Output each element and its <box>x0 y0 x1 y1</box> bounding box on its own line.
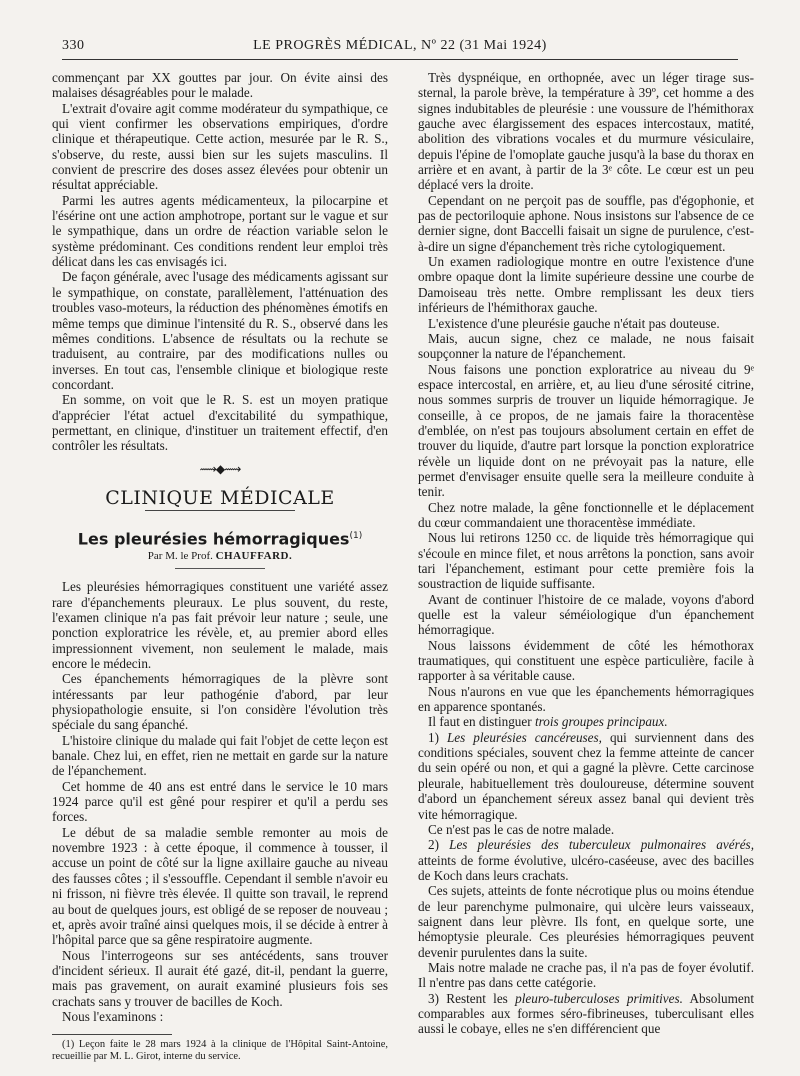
group-number: 3) <box>428 990 447 1006</box>
paragraph: Cet homme de 40 ans est entré dans le service le 10 mars 1924 parce qu'il est gêné pour respirer et qu'il a perdu ses forces. <box>52 778 388 825</box>
text: Absolument comparables aux formes séro-fibrineuses, tuberculisant elles aussi le cobaye, elles ne s'en différencient que <box>418 990 754 1037</box>
emphasis: trois groupes principaux. <box>534 714 668 730</box>
group-1 <box>418 730 754 822</box>
author-name: CHAUFFARD. <box>215 549 293 562</box>
header-rule <box>62 59 738 60</box>
paragraph: Avant de continuer l'histoire de ce malade, voyons d'abord quelle est la valeur séméiologique d'un épanchement hémorragique. <box>418 591 754 638</box>
paragraph: Nous l'examinons : <box>62 1008 164 1024</box>
paragraph: Les pleurésies hémorragiques constituent une variété assez rare d'épanchements pleuraux. Le plus souvent, du reste, l'examen clinique n'a pas fait prévoir leur nature ; seule, une ponction exploratrice les révèle, et, au premier abord elles impressionnent vivement, non seulement le malade, mais encore le médecin. <box>52 579 388 672</box>
paragraph: Cependant on ne perçoit pas de souffle, pas d'égophonie, et pas de pectoriloquie aphone. Nous insistons sur l'absence de ce dernier signe, dont Baccelli faisait un signe de purulence, c'est-à-dire un signe d'épanchement très riche cytologiquement. <box>418 192 754 254</box>
footnote-rule <box>52 1034 172 1035</box>
paragraph: L'existence d'une pleurésie gauche n'était pas douteuse. <box>428 315 720 331</box>
paragraph: Chez notre malade, la gêne fonctionnelle et le déplacement du cœur commandaient une thoracentèse immédiate. <box>418 499 754 530</box>
paragraph: Nous lui retirons 1250 cc. de liquide très hémorragique qui s'écoule en mince filet, et nous arrêtons la ponction, sans avoir tari l'épanchement, estimant pour cette première fois la soustraction de liquide suffisante. <box>418 530 754 592</box>
paragraph: Très dyspnéique, en orthopnée, avec un léger tirage sus-sternal, la parole brève, la température à 39º, cet homme a des signes indubitables de pleurésie : une voussure de l'hémithorax gauche avec élargissement des espaces intercostaux, matité, abolition des vibrations vocales et du murmure vésiculaire, depuis l'épine de l'omoplate gauche jusqu'à la base du thorax en arrière et en avant, à partir de la 3ᵉ côte. Le cœur est un peu déplacé vers la droite. <box>418 70 754 193</box>
paragraph: Ce n'est pas le cas de notre malade. <box>428 821 615 837</box>
byline-rule <box>175 568 265 569</box>
paragraph: Mais, aucun signe, chez ce malade, ne nous faisait soupçonner la nature de l'épanchement. <box>418 330 754 362</box>
section-heading: CLINIQUE MÉDICALE <box>105 486 335 509</box>
group-number: 1) <box>428 729 447 745</box>
paragraph: Le début de sa maladie semble remonter au mois de novembre 1923 : à cette époque, il commence à tousser, il accuse un point de côté sur la ligne axillaire gauche au niveau des fausses côtes ; il s'essouffle. Cependant il semble n'avoir eu ni frisson, ni fièvre très élevée. Il quitte son travail, le reprend au bout de quelques jours, est obligé de se reposer de nouveau ; et, après avoir traîné ainsi quelques mois, il se décide à entrer à l'hôpital parce que sa gêne respiratoire augmente. <box>52 824 388 948</box>
right-column <box>418 70 754 1037</box>
group-title: pleuro-tuberculoses primitives. <box>515 990 683 1006</box>
running-title: LE PROGRÈS MÉDICAL, Nº 22 (31 Mai 1924) <box>253 38 547 53</box>
paragraph: Ces sujets, atteints de fonte nécrotique plus ou moins étendue de leur parenchyme pulmonaire, qui ulcère leurs vaisseaux, saignent dans leur plèvre. Ils font, en quelque sorte, une hémoptysie pleurale. Ces pleurésies hémorragiques peuvent devenir purulentes dans la suite. <box>418 883 754 960</box>
paragraph: Mais notre malade ne crache pas, il n'a pas de foyer évolutif. Il n'entre pas dans cette catégorie. <box>418 959 754 991</box>
text: qui surviennent dans des conditions spéciales, souvent chez la femme atteinte de cancer du sein opéré ou non, et qui a gagné la plèvre. Cette carcinose pleurale, habituellement très douloureuse, détermine souvent d'abord un épanchement séreux assez banal qui devient très vite hémorragique. <box>418 729 754 822</box>
paragraph: L'histoire clinique du malade qui fait l'objet de cette leçon est banale. Chez lui, en effet, rien ne mettait en garde sur la nature de l'épanchement. <box>52 732 388 779</box>
section-heading-rule <box>145 510 295 511</box>
paragraph: Nous l'interrogeons sur ses antécédents, sans trouver d'incident sérieux. Il aurait été gazé, dit-il, pendant la guerre, mais pas gravement, on aurait examiné plusieurs fois ses crachats sans y trouver de bacilles de Koch. <box>52 947 388 1009</box>
paragraph: Nous faisons une ponction exploratrice au niveau du 9ᵉ espace intercostal, en arrière, et, au lieu d'une sérosité citrine, nous sommes surpris de trouver un liquide hémorragique. Je conseille, à ce propos, de ne jamais faire la thoracentèse d'emblée, on n'est pas toujours absolument certain en effet de trouver du liquide, d'autre part lorsque la ponction exploratrice révèle un liquide dont on ne prévoyait pas la nature, elle permet d'envisager ensuite quelle sera la meilleure conduite à tenir. <box>418 361 754 500</box>
article-title-text: Les pleurésies hémorragiques <box>77 529 350 549</box>
group-2 <box>418 837 754 883</box>
text: Restent les <box>446 990 516 1006</box>
group-title: Les pleurésies cancéreuses, <box>446 729 602 745</box>
paragraph: Nous laissons évidemment de côté les hémothorax traumatiques, qui constituent une espèce particulière, facile à rapporter à sa véritable cause. <box>418 637 754 684</box>
paragraph: De façon générale, avec l'usage des médicaments agissant sur le sympathique, on constate, parallèlement, l'atténuation des troubles vaso-moteurs, la réduction des phénomènes émotifs en même temps que diminue l'intensité du R. S., observé dans les mêmes conditions. L'absence de résultats ou la rechute se traduisent, au contraire, par des modifications nulles ou inverses. En tout cas, l'ensemble clinique et biologique reste concordant. <box>52 269 388 392</box>
paragraph-groups-intro <box>418 714 754 729</box>
paragraph: Nous n'aurons en vue que les épanchements hémorragiques en apparence spontanés. <box>418 683 754 715</box>
paragraph: commençant par XX gouttes par jour. On évite ainsi des malaises désagréables pour le malade. <box>52 70 388 101</box>
footnote: (1) Leçon faite le 28 mars 1924 à la clinique de l'Hôpital Saint-Antoine, recueillie par M. L. Girot, interne du service. <box>52 1039 388 1063</box>
group-3 <box>418 991 754 1037</box>
text: Il faut en distinguer <box>428 714 535 730</box>
byline <box>52 549 388 564</box>
text: atteints de forme évolutive, ulcéro-caséeuse, avec des bacilles de Koch dans leurs crachats. <box>418 852 754 883</box>
paragraph: L'extrait d'ovaire agit comme modérateur du sympathique, ce qui vient confirmer les observations empiriques, d'ordre clinique et thérapeutique. Cette action, mesurée par le R. S., s'observe, du reste, aussi bien sur les sujets masculins. Il convient de prescrire des doses assez élevées pour obtenir un résultat appréciable. <box>52 100 388 193</box>
group-title: Les pleurésies des tuberculeux pulmonaires avérés, <box>449 837 754 853</box>
article-title <box>52 529 388 547</box>
section-divider-ornament: ⟿◆⟿ <box>199 461 241 476</box>
running-header <box>62 38 738 56</box>
paragraph: Parmi les autres agents médicamenteux, la pilocarpine et l'ésérine ont une action amphotrope, portant sur le vague et sur le sympathique, dans un ordre de réaction variable selon le système prédominant. Ces conditions rendent leur emploi très délicat dans les cas envisagés ici. <box>52 192 388 270</box>
left-column <box>52 70 388 1063</box>
paragraph: Ces épanchements hémorragiques de la plèvre sont intéressants par leur pathogénie d'abord, par leur physiopathologie ensuite, si l'on considère l'évolution très spéciale du sang épanché. <box>52 671 388 733</box>
footnote-marker: (1) <box>349 531 363 542</box>
group-number: 2) <box>428 837 450 853</box>
byline-prefix: Par M. le Prof. <box>147 549 213 562</box>
page-number: 330 <box>62 38 85 53</box>
paragraph: En somme, on voit que le R. S. est un moyen pratique d'apprécier l'état actuel d'excitabilité du sympathique, permettant, en clinique, d'instituer un traitement effectif, d'en contrôler les résultats. <box>52 392 388 454</box>
paragraph: Un examen radiologique montre en outre l'existence d'une ombre opaque dont la limite supérieure dessine une courbe de Damoiseau très nette. Ombre remplissant les deux tiers inférieurs de l'hémithorax gauche. <box>418 254 754 316</box>
